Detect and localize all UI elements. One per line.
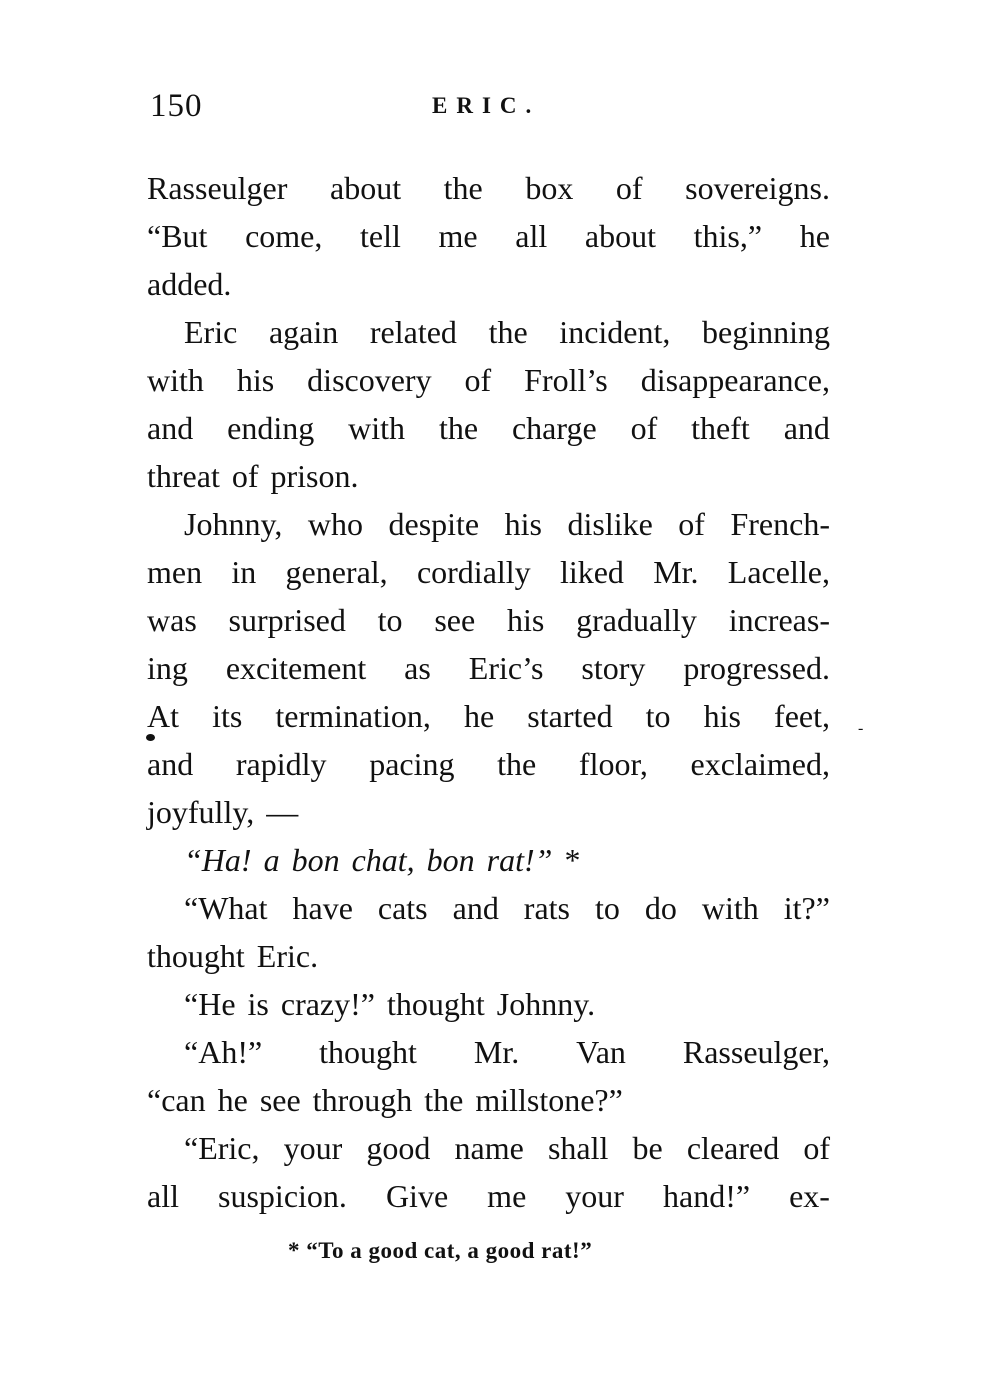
word: Lacelle, [727, 554, 830, 590]
word: about [584, 218, 656, 254]
word: his [506, 602, 545, 638]
word: the [488, 314, 528, 350]
word: Give [385, 1178, 449, 1214]
text-line [147, 500, 830, 548]
word: “can [147, 1082, 206, 1118]
word: me [487, 1178, 527, 1214]
word: as [404, 650, 431, 686]
word: the [497, 746, 537, 782]
text-line [147, 260, 830, 308]
word: tell [360, 218, 401, 254]
word: was [147, 602, 197, 638]
word: exclaimed, [690, 746, 830, 782]
text-line [147, 548, 830, 596]
word: increas- [728, 602, 830, 638]
word: “Eric, [184, 1130, 260, 1166]
word: box [525, 170, 574, 206]
word: come, [245, 218, 323, 254]
word: name [454, 1130, 524, 1166]
text-line [147, 788, 830, 836]
word: sovereigns. [685, 170, 830, 206]
text-line [147, 404, 830, 452]
word: cordially [416, 554, 531, 590]
stray-mark [146, 734, 155, 741]
word: the [443, 170, 483, 206]
text-line [147, 980, 830, 1028]
word: with [147, 362, 204, 398]
word: have [292, 890, 353, 926]
word: Eric’s [468, 650, 544, 686]
word: in [231, 554, 257, 590]
word: he [463, 698, 495, 734]
word: to [594, 890, 620, 926]
word: * [564, 842, 581, 878]
word: to [377, 602, 403, 638]
word: of [615, 170, 643, 206]
word: his [703, 698, 741, 734]
word: with [701, 890, 759, 926]
text-line [147, 1172, 830, 1220]
word: all [515, 218, 548, 254]
word: hand!” [662, 1178, 751, 1214]
word: through [312, 1082, 413, 1118]
word: charge [511, 410, 597, 446]
word: its [212, 698, 243, 734]
word: it?” [783, 890, 830, 926]
word: your [283, 1130, 343, 1166]
word: your [565, 1178, 624, 1214]
word: Mr. [473, 1034, 520, 1070]
word: started [527, 698, 613, 734]
word: ending [227, 410, 315, 446]
word: surprised [228, 602, 346, 638]
footnote: * “To a good cat, a good rat!” [288, 1238, 593, 1263]
word: of [630, 410, 658, 446]
word: Rasseulger [147, 170, 288, 206]
word: “He [184, 986, 236, 1022]
word: feet, [774, 698, 830, 734]
word: see [259, 1082, 301, 1118]
word: to [645, 698, 671, 734]
word: the [424, 1082, 464, 1118]
word: ex- [789, 1178, 830, 1214]
word: millstone?” [475, 1082, 623, 1118]
text-line [147, 836, 830, 884]
word: me [438, 218, 478, 254]
text-line [147, 596, 830, 644]
margin-mark: - [858, 720, 864, 737]
word: dislike [567, 506, 653, 542]
text-line [147, 308, 830, 356]
word: general, [285, 554, 388, 590]
word: French- [730, 506, 830, 542]
word: At [147, 698, 179, 734]
word: is [247, 986, 269, 1022]
word: threat [147, 458, 220, 494]
word: of [231, 458, 259, 494]
word: shall [547, 1130, 609, 1166]
word: Eric. [256, 938, 319, 974]
text-line [147, 692, 830, 740]
word: of [464, 362, 492, 398]
word: cleared [686, 1130, 780, 1166]
text-line [147, 164, 830, 212]
word: thought [147, 938, 245, 974]
word: Mr. [653, 554, 699, 590]
word: suspicion. [218, 1178, 347, 1214]
word: good [366, 1130, 431, 1166]
word: his [236, 362, 275, 398]
word: men [147, 554, 203, 590]
word: rat!” [486, 842, 553, 878]
word: liked [559, 554, 624, 590]
word: the [438, 410, 479, 446]
word: he [799, 218, 830, 254]
text-line [147, 1124, 830, 1172]
text-line [147, 452, 830, 500]
word: and [783, 410, 830, 446]
text-line [147, 356, 830, 404]
text-line [147, 932, 830, 980]
word: theft [691, 410, 750, 446]
word: bon [426, 842, 475, 878]
word: chat, [351, 842, 415, 878]
body-text [147, 164, 830, 1220]
word: “Ha! [184, 842, 252, 878]
word: he [217, 1082, 248, 1118]
word: gradually [576, 602, 697, 638]
word: ing [147, 650, 188, 686]
word: floor, [578, 746, 648, 782]
word: discovery [307, 362, 432, 398]
word: Rasseulger, [682, 1034, 830, 1070]
word: his [504, 506, 542, 542]
word: this,” [693, 218, 763, 254]
word: with [348, 410, 406, 446]
word: all [147, 1178, 179, 1214]
word: prison. [270, 458, 359, 494]
word: of [803, 1130, 830, 1166]
word: of [678, 506, 705, 542]
word: beginning [702, 314, 830, 350]
word: rapidly [235, 746, 327, 782]
word: — [266, 794, 299, 830]
word: Froll’s [524, 362, 608, 398]
word: crazy!” [280, 986, 375, 1022]
text-line [147, 1028, 830, 1076]
word: who [307, 506, 363, 542]
page-number: 150 [150, 88, 203, 124]
word: Eric [184, 314, 238, 350]
text-line [147, 1076, 830, 1124]
word: Johnny, [184, 506, 283, 542]
word: a [263, 842, 280, 878]
word: “Ah!” [184, 1034, 263, 1070]
word: again [268, 314, 339, 350]
word: about [329, 170, 402, 206]
word: joyfully, [147, 794, 255, 830]
word: disappearance, [640, 362, 830, 398]
text-line [147, 644, 830, 692]
word: be [632, 1130, 663, 1166]
word: story [581, 650, 646, 686]
word: thought [386, 986, 485, 1022]
word: despite [388, 506, 480, 542]
text-line [147, 740, 830, 788]
word: added. [147, 266, 232, 302]
word: progressed. [683, 650, 830, 686]
word: and [147, 746, 194, 782]
text-line [147, 212, 830, 260]
word: and [452, 890, 499, 926]
word: rats [523, 890, 570, 926]
word: “But [147, 218, 208, 254]
word: incident, [559, 314, 671, 350]
word: Johnny. [496, 986, 596, 1022]
word: thought [319, 1034, 417, 1070]
word: and [147, 410, 194, 446]
word: cats [377, 890, 428, 926]
word: termination, [275, 698, 431, 734]
text-line [147, 884, 830, 932]
word: excitement [225, 650, 367, 686]
running-head: ERIC. [432, 93, 541, 118]
word: pacing [369, 746, 455, 782]
word: do [644, 890, 677, 926]
word: see [434, 602, 476, 638]
word: Van [576, 1034, 626, 1070]
word: related [369, 314, 457, 350]
word: “What [184, 890, 268, 926]
word: bon [291, 842, 340, 878]
